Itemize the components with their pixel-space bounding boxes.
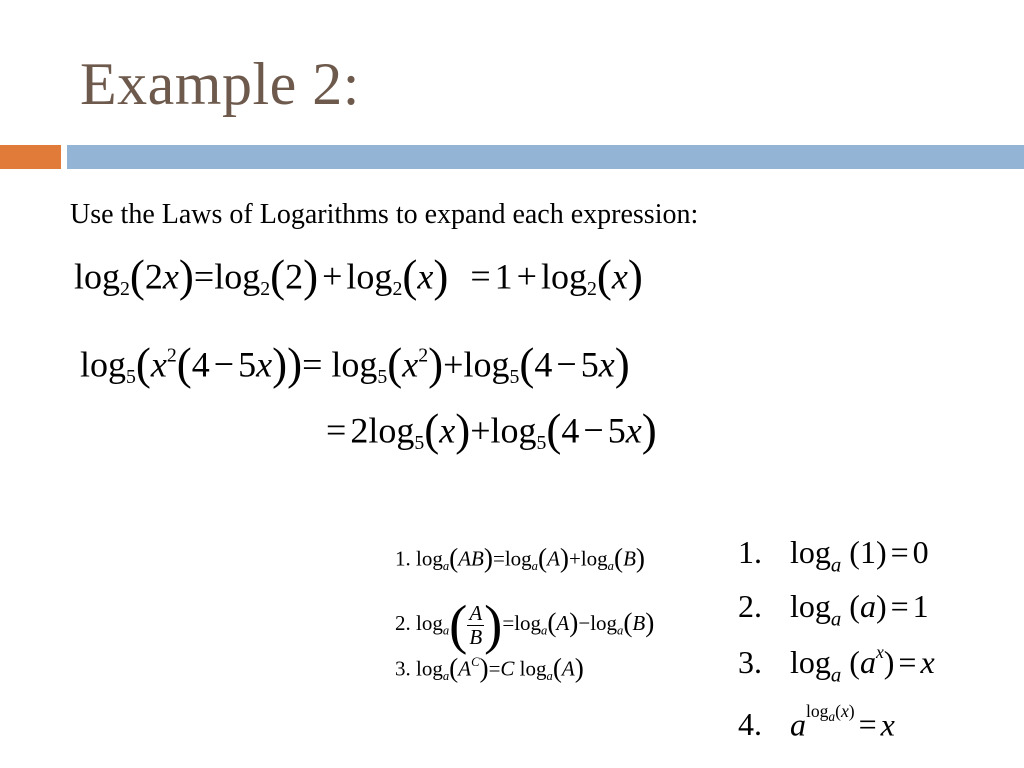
paren: ) xyxy=(848,701,855,721)
log-text: log xyxy=(504,546,532,571)
variable-a: A xyxy=(561,656,575,681)
log-base: a xyxy=(830,607,842,631)
equals-sign: = xyxy=(488,656,501,681)
paren: ( xyxy=(449,653,459,683)
equals-sign: = xyxy=(858,706,877,743)
variable-ab: AB xyxy=(458,546,484,571)
variable-a: a xyxy=(790,706,806,743)
constant: 5 xyxy=(238,344,257,385)
log-base: 5 xyxy=(509,366,520,389)
paren: ) xyxy=(641,405,657,455)
paren: ( xyxy=(849,643,860,680)
equals-sign: = xyxy=(502,611,515,636)
log-base: a xyxy=(617,623,624,638)
paren: ( xyxy=(424,405,440,455)
constant: 1 xyxy=(494,256,513,297)
property-log-of-one xyxy=(738,536,929,576)
paren: ) xyxy=(875,588,887,624)
constant: 2 xyxy=(350,410,369,451)
constant: 1 xyxy=(912,588,929,624)
variable-x: x xyxy=(598,344,615,385)
law-number: 2. xyxy=(395,611,411,636)
log-text: log xyxy=(590,611,618,636)
log-text: log xyxy=(514,611,542,636)
exponent: 2 xyxy=(166,344,177,367)
log-text: log xyxy=(463,344,510,385)
log-text: log xyxy=(790,534,831,570)
variable-x: x xyxy=(880,706,895,743)
fraction-numerator: A xyxy=(469,600,483,625)
plus-sign: + xyxy=(568,546,581,571)
variable-x: x xyxy=(840,701,849,721)
paren: ) xyxy=(875,534,887,570)
log-text: log xyxy=(416,546,443,571)
fraction xyxy=(467,602,484,649)
paren: ( xyxy=(135,339,151,389)
slide-title: Example 2: xyxy=(80,51,360,117)
log-text: log xyxy=(416,611,443,636)
constant: 2 xyxy=(285,256,304,297)
law-product xyxy=(395,545,645,572)
paren: ) xyxy=(559,543,569,573)
exponent: 2 xyxy=(418,344,429,367)
paren: ( xyxy=(849,588,860,624)
property-log-of-power xyxy=(738,644,935,686)
variable-x: x xyxy=(920,643,935,680)
log-text: log xyxy=(368,410,415,451)
log-text: log xyxy=(580,546,608,571)
paren: ( xyxy=(402,251,418,301)
paren: ( xyxy=(849,534,860,570)
variable-b: B xyxy=(632,611,646,636)
log-base: 2 xyxy=(392,278,403,301)
paren: ) xyxy=(455,405,471,455)
plus-sign: + xyxy=(470,410,491,451)
paren: ( xyxy=(449,594,468,655)
log-base: a xyxy=(442,623,450,638)
log-base: 2 xyxy=(260,278,271,301)
minus-sign: − xyxy=(556,344,577,385)
variable-a: a xyxy=(859,588,876,624)
property-log-of-base xyxy=(738,590,929,630)
equation-2-line-2 xyxy=(322,405,657,455)
equation-1 xyxy=(74,251,643,301)
paren: ) xyxy=(433,251,449,301)
paren: ) xyxy=(645,607,655,638)
log-text: log xyxy=(214,256,261,297)
plus-sign: + xyxy=(443,344,464,385)
log-base: 5 xyxy=(126,366,136,389)
variable-x: x xyxy=(150,344,167,385)
log-base: a xyxy=(541,623,548,638)
constant: 1 xyxy=(859,534,876,570)
variable-x: x xyxy=(417,256,434,297)
log-base: 5 xyxy=(536,432,547,455)
exponent: C xyxy=(471,654,480,669)
paren: ) xyxy=(635,543,645,573)
constant: 4 xyxy=(534,344,553,385)
log-base: a xyxy=(442,668,450,683)
variable-a: a xyxy=(859,643,876,680)
equals-sign: = xyxy=(193,256,215,297)
paren: ) xyxy=(479,653,489,683)
paren: ( xyxy=(129,251,145,301)
property-number: 3. xyxy=(738,643,762,680)
variable-a: A xyxy=(547,546,560,571)
log-base: 2 xyxy=(120,278,130,301)
equals-sign: = xyxy=(890,534,909,570)
paren: ) xyxy=(627,251,643,301)
paren: ) xyxy=(569,607,579,638)
paren: ) xyxy=(614,339,630,389)
variable-b: B xyxy=(623,546,636,571)
paren: ) xyxy=(428,339,444,389)
log-text: log xyxy=(416,656,443,681)
paren: ( xyxy=(519,339,535,389)
paren: ) xyxy=(272,339,288,389)
law-number: 1. xyxy=(395,546,411,571)
equation-2-line-1 xyxy=(80,339,630,389)
accent-bar-orange xyxy=(0,145,61,169)
paren: ( xyxy=(449,543,459,573)
exponent-expression xyxy=(806,701,855,724)
equals-sign: = xyxy=(326,410,347,451)
paren: ) xyxy=(303,251,319,301)
equals-sign: = xyxy=(470,256,491,297)
log-text: log xyxy=(490,410,537,451)
variable-a: A xyxy=(458,656,472,681)
minus-sign: − xyxy=(578,611,591,636)
log-text: log xyxy=(80,344,127,385)
variable-x: x xyxy=(439,410,456,451)
log-base: a xyxy=(828,708,836,724)
constant: 5 xyxy=(607,410,626,451)
paren: ( xyxy=(270,251,286,301)
property-inverse xyxy=(738,701,895,743)
log-text: log xyxy=(346,256,393,297)
equals-sign: = xyxy=(492,546,505,571)
equals-sign: = xyxy=(302,344,323,385)
log-text: log xyxy=(540,256,587,297)
log-base: a xyxy=(607,558,614,573)
minus-sign: − xyxy=(213,344,235,385)
variable-x: x xyxy=(611,256,628,297)
law-quotient xyxy=(395,594,655,655)
variable-a: A xyxy=(556,611,570,636)
plus-sign: + xyxy=(322,256,343,297)
exponent: x xyxy=(875,642,884,662)
log-base: a xyxy=(442,558,450,573)
plus-sign: + xyxy=(516,256,537,297)
paren: ) xyxy=(484,594,503,655)
variable-x: x xyxy=(162,256,179,297)
law-number: 3. xyxy=(395,656,411,681)
paren: ( xyxy=(835,701,841,721)
minus-sign: − xyxy=(583,410,604,451)
paren: ) xyxy=(178,251,194,301)
paren: ( xyxy=(547,607,557,638)
paren: ( xyxy=(546,405,562,455)
equals-sign: = xyxy=(898,643,917,680)
constant: 4 xyxy=(191,344,210,385)
paren: ( xyxy=(387,339,403,389)
paren: ) xyxy=(287,339,303,389)
instruction-text: Use the Laws of Logarithms to expand each expression: xyxy=(70,199,699,230)
variable-c: C xyxy=(500,656,515,681)
paren: ( xyxy=(623,607,633,638)
log-text: log xyxy=(74,256,121,297)
paren: ) xyxy=(883,643,895,680)
log-text: log xyxy=(331,344,378,385)
paren: ( xyxy=(552,653,562,683)
law-power xyxy=(395,655,584,682)
variable-x: x xyxy=(402,344,419,385)
variable-x: x xyxy=(625,410,642,451)
variable-x: x xyxy=(256,344,273,385)
log-base: a xyxy=(830,663,842,687)
log-base: 5 xyxy=(377,366,388,389)
fraction-denominator: B xyxy=(469,624,483,649)
log-text: log xyxy=(790,643,831,680)
paren: ( xyxy=(176,339,192,389)
log-text: log xyxy=(519,656,547,681)
log-text: log xyxy=(790,588,831,624)
constant: 4 xyxy=(561,410,580,451)
paren: ) xyxy=(574,653,584,683)
log-base: 5 xyxy=(414,432,425,455)
log-text: log xyxy=(806,701,829,721)
property-number: 4. xyxy=(738,706,762,743)
log-base: 2 xyxy=(586,278,597,301)
log-base: a xyxy=(830,553,842,577)
constant: 2 xyxy=(144,256,163,297)
constant: 5 xyxy=(580,344,599,385)
constant: 0 xyxy=(912,534,929,570)
equals-sign: = xyxy=(890,588,909,624)
paren: ( xyxy=(537,543,548,573)
property-number: 1. xyxy=(738,534,762,570)
log-base: a xyxy=(531,558,538,573)
accent-bar-blue xyxy=(67,145,1024,169)
log-base: a xyxy=(546,668,553,683)
paren: ( xyxy=(613,543,624,573)
paren: ) xyxy=(483,543,493,573)
property-number: 2. xyxy=(738,588,762,624)
paren: ( xyxy=(596,251,612,301)
